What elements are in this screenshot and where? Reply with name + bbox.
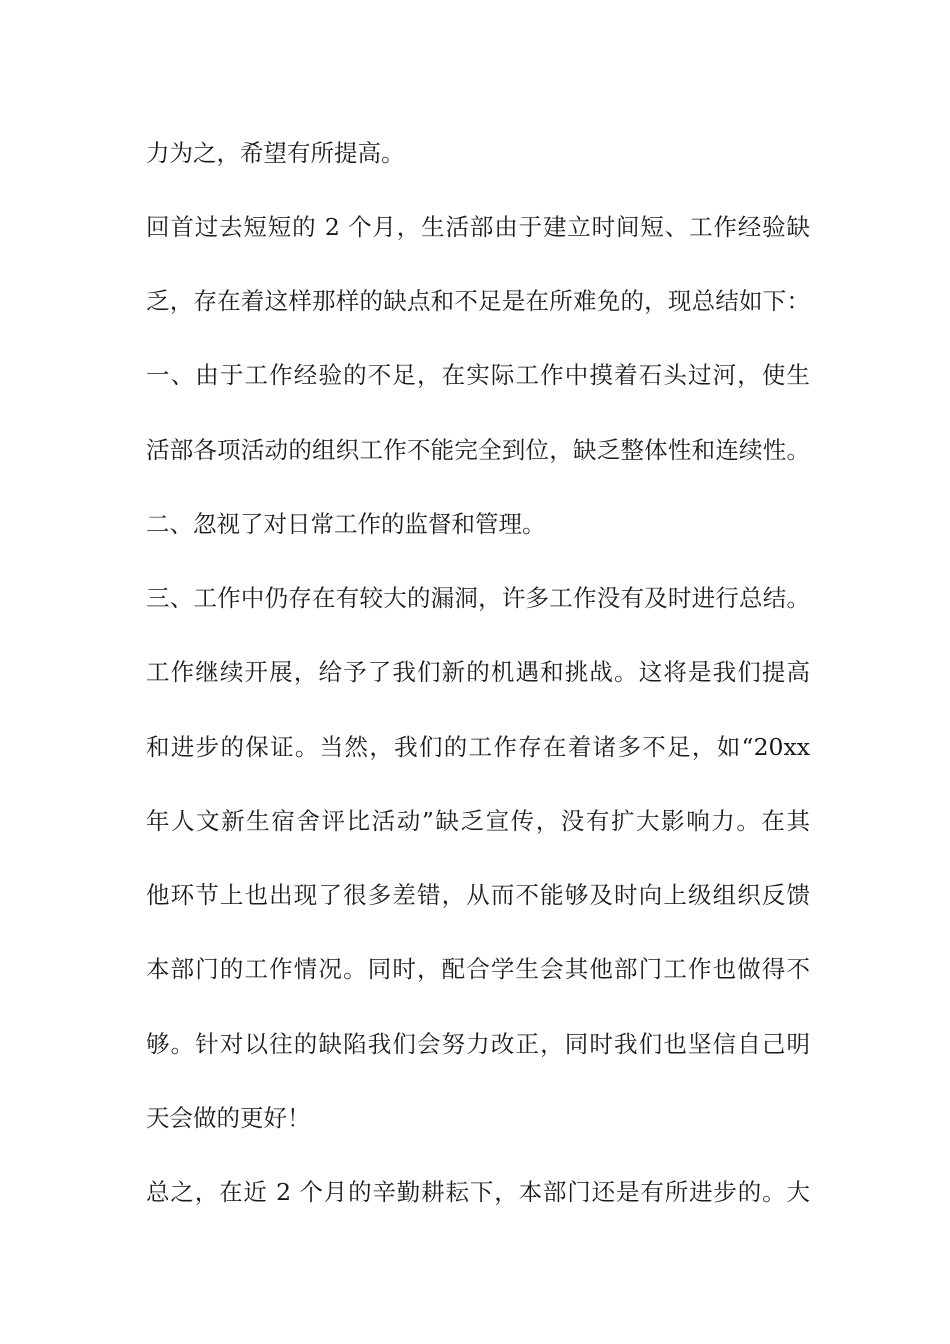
text-line: 活部各项活动的组织工作不能完全到位，缺乏整体性和连续性。 [146, 436, 810, 464]
text-line: 乏，存在着这样那样的缺点和不足是在所难免的，现总结如下： [146, 287, 810, 315]
text-line: 本部门的工作情况。同时，配合学生会其他部门工作也做得不 [146, 955, 810, 983]
text-line: 天会做的更好！ [146, 1104, 311, 1132]
text-line: 工作继续开展，给予了我们新的机遇和挑战。这将是我们提高 [146, 658, 810, 686]
text-line: 和进步的保证。当然，我们的工作存在着诸多不足，如“20xx [146, 733, 810, 761]
text-line: 力为之，希望有所提高。 [146, 139, 405, 167]
text-line: 总之，在近 2 个月的辛勤耕耘下，本部门还是有所进步的。大 [146, 1178, 810, 1206]
text-line: 一、由于工作经验的不足，在实际工作中摸着石头过河，使生 [146, 361, 810, 389]
text-line: 回首过去短短的 2 个月，生活部由于建立时间短、工作经验缺 [146, 213, 810, 241]
text-line: 够。针对以往的缺陷我们会努力改正，同时我们也坚信自己明 [146, 1030, 810, 1058]
text-line: 三、工作中仍存在有较大的漏洞，许多工作没有及时进行总结。 [146, 584, 810, 612]
text-line: 年人文新生宿舍评比活动”缺乏宣传，没有扩大影响力。在其 [146, 807, 810, 835]
text-line: 他环节上也出现了很多差错，从而不能够及时向上级组织反馈 [146, 881, 810, 909]
text-line: 二、忽视了对日常工作的监督和管理。 [146, 510, 546, 538]
